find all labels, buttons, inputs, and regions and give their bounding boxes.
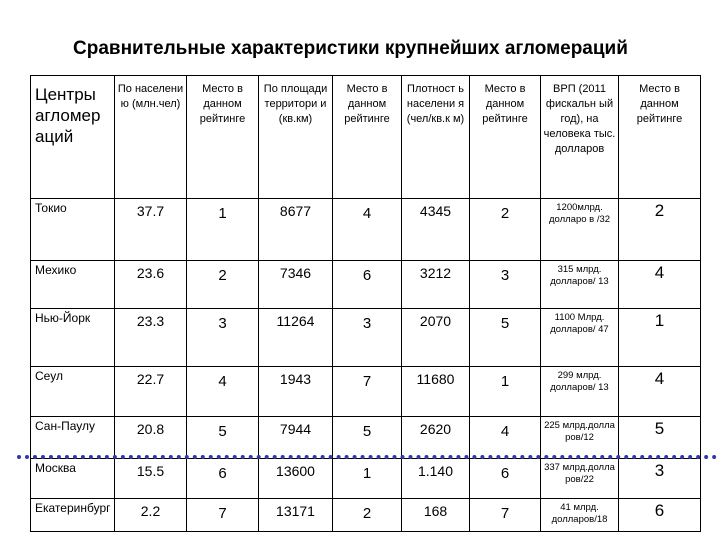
pop-rank-cell: 4 [187, 367, 259, 417]
gdp-rank-cell: 5 [619, 417, 701, 459]
area-cell: 13171 [259, 499, 333, 532]
density-cell: 2620 [402, 417, 470, 459]
density-rank-cell: 1 [470, 367, 541, 417]
city-cell: Москва [31, 459, 115, 499]
gdp-cell: 315 млрд. долларов/ 13 [541, 261, 619, 309]
area-cell: 11264 [259, 309, 333, 367]
page-title: Сравнительные характеристики крупнейших агломераций [73, 38, 628, 59]
area-rank-cell: 6 [333, 261, 402, 309]
agglomeration-table [30, 75, 701, 532]
gdp-cell: 337 млрд.долла ров/22 [541, 459, 619, 499]
density-cell: 1.140 [402, 459, 470, 499]
gdp-cell: 1200млрд. долларо в /32 [541, 199, 619, 261]
header-cell-gdp-rank: Место в данном рейтинге [619, 76, 701, 199]
header-cell-density: Плотност ь населени я (чел/кв.к м) [402, 76, 470, 199]
density-rank-cell: 7 [470, 499, 541, 532]
header-cell-city: Центры агломер аций [31, 76, 115, 199]
header-cell-area: По площади территори и (кв.км) [259, 76, 333, 199]
population-cell: 37.7 [115, 199, 187, 261]
header-cell-population: По населени ю (млн.чел) [115, 76, 187, 199]
population-cell: 15.5 [115, 459, 187, 499]
header-row [31, 76, 701, 199]
table-row [31, 459, 701, 499]
area-rank-cell: 2 [333, 499, 402, 532]
gdp-rank-cell: 3 [619, 459, 701, 499]
area-rank-cell: 4 [333, 199, 402, 261]
pop-rank-cell: 2 [187, 261, 259, 309]
gdp-cell: 41 млрд. долларов/18 [541, 499, 619, 532]
header-cell-area-rank: Место в данном рейтинге [333, 76, 402, 199]
density-rank-cell: 5 [470, 309, 541, 367]
dotted-divider-line [17, 455, 717, 459]
pop-rank-cell: 1 [187, 199, 259, 261]
pop-rank-cell: 7 [187, 499, 259, 532]
area-cell: 8677 [259, 199, 333, 261]
city-cell: Нью-Йорк [31, 309, 115, 367]
density-rank-cell: 6 [470, 459, 541, 499]
gdp-cell: 1100 Млрд. долларов/ 47 [541, 309, 619, 367]
table-row [31, 499, 701, 532]
density-cell: 168 [402, 499, 470, 532]
density-rank-cell: 3 [470, 261, 541, 309]
gdp-rank-cell: 4 [619, 261, 701, 309]
city-cell: Сан-Паулу [31, 417, 115, 459]
area-cell: 7944 [259, 417, 333, 459]
table-row [31, 367, 701, 417]
table-row [31, 417, 701, 459]
density-rank-cell: 4 [470, 417, 541, 459]
city-cell: Екатеринбург [31, 499, 115, 532]
area-cell: 13600 [259, 459, 333, 499]
area-rank-cell: 1 [333, 459, 402, 499]
city-cell: Мехико [31, 261, 115, 309]
gdp-rank-cell: 4 [619, 367, 701, 417]
gdp-rank-cell: 1 [619, 309, 701, 367]
pop-rank-cell: 5 [187, 417, 259, 459]
pop-rank-cell: 6 [187, 459, 259, 499]
city-cell: Токио [31, 199, 115, 261]
header-cell-gdp: ВРП (2011 фискальн ый год), на человека тыс. долларов [541, 76, 619, 199]
table-row [31, 199, 701, 261]
header-cell-density-rank: Место в данном рейтинге [470, 76, 541, 199]
gdp-rank-cell: 2 [619, 199, 701, 261]
population-cell: 23.3 [115, 309, 187, 367]
density-cell: 3212 [402, 261, 470, 309]
population-cell: 2.2 [115, 499, 187, 532]
pop-rank-cell: 3 [187, 309, 259, 367]
area-cell: 7346 [259, 261, 333, 309]
gdp-cell: 225 млрд.долла ров/12 [541, 417, 619, 459]
area-rank-cell: 7 [333, 367, 402, 417]
area-rank-cell: 3 [333, 309, 402, 367]
density-cell: 2070 [402, 309, 470, 367]
table-row [31, 309, 701, 367]
gdp-cell: 299 млрд. долларов/ 13 [541, 367, 619, 417]
density-cell: 4345 [402, 199, 470, 261]
density-rank-cell: 2 [470, 199, 541, 261]
gdp-rank-cell: 6 [619, 499, 701, 532]
city-cell: Сеул [31, 367, 115, 417]
header-cell-pop-rank: Место в данном рейтинге [187, 76, 259, 199]
population-cell: 22.7 [115, 367, 187, 417]
population-cell: 23.6 [115, 261, 187, 309]
area-cell: 1943 [259, 367, 333, 417]
population-cell: 20.8 [115, 417, 187, 459]
density-cell: 11680 [402, 367, 470, 417]
table-row [31, 261, 701, 309]
area-rank-cell: 5 [333, 417, 402, 459]
